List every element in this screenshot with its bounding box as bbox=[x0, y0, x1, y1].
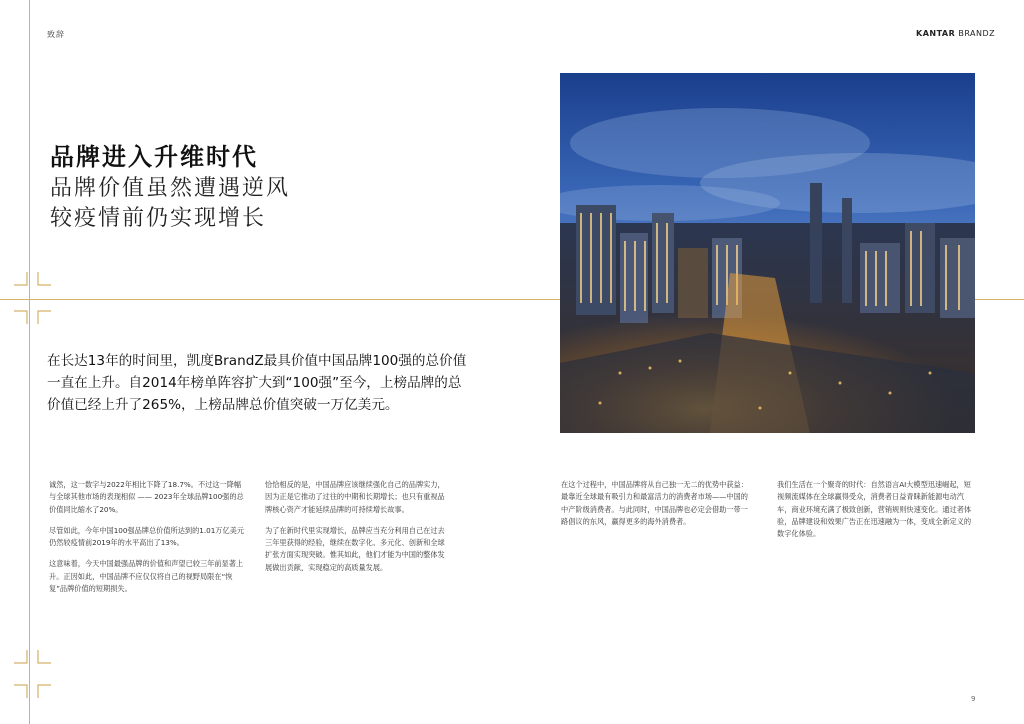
page-title: 品牌进入升维时代 bbox=[50, 143, 258, 171]
brand-logo-bold: KANTAR bbox=[916, 29, 956, 38]
body-paragraph: 尽管如此，今年中国100强品牌总价值所达到的1.01万亿美元仍然较疫情前2019年的水平高出了13%。 bbox=[49, 525, 245, 548]
gold-vertical-line-left bbox=[29, 0, 30, 724]
corner-bracket-icon bbox=[14, 272, 28, 286]
brand-logo bbox=[916, 29, 995, 38]
body-paragraph: 在这个过程中，中国品牌将从自己独一无二的优势中获益：最靠近全球最有吸引力和最富活力的消费者市场——中国的中产阶级消费者。与此同时，中国品牌也必定会借助一带一路倡议的东风，赢得更多的海外消费者。 bbox=[561, 480, 748, 526]
body-paragraph: 这意味着，今天中国最强品牌的价值和声望已较三年前显著上升。正因如此，中国品牌不应仅仅将自己的视野局限在“恢复”品牌价值的短期损失。 bbox=[49, 559, 244, 594]
corner-bracket-icon bbox=[14, 684, 28, 698]
city-night-photo bbox=[560, 73, 975, 433]
page-subtitle-line1: 品牌价值虽然遭遇逆风 bbox=[50, 176, 291, 201]
body-paragraph: 为了在新时代里实现增长，品牌应当充分利用自己在过去三年里获得的经验，继续在数字化、多元化、创新和全球扩张方面实现突破。惟其如此，他们才能为中国的整体发展做出贡献，实现稳定的高质量发展。 bbox=[265, 525, 445, 572]
body-column-3 bbox=[561, 479, 751, 537]
corner-bracket-icon bbox=[14, 650, 28, 664]
section-label: 致辞 bbox=[47, 30, 65, 39]
corner-bracket-icon bbox=[37, 684, 51, 698]
body-paragraph: 我们生活在一个聚奇的时代：自然语言AI大模型迅速崛起，短视频流媒体在全球赢得受众，消费者日益青睐新能源电动汽车，商业环境充满了极致创新，营销规则快速变化。通过者体验，品牌建设和效果广告正在迅速融为一体，变成全新定义的数字化体验。 bbox=[777, 480, 972, 539]
body-column-4 bbox=[777, 479, 975, 549]
brand-logo-light: BRANDZ bbox=[955, 29, 996, 38]
body-paragraph: 诚然，这一数字与2022年相比下降了18.7%。不过这一降幅与全球其他市场的表现相似 —— 2023年全球品牌100强的总价值同比缩水了20%。 bbox=[49, 480, 244, 514]
corner-bracket-icon bbox=[37, 650, 51, 664]
lead-paragraph: 在长达13年的时间里，凯度BrandZ最具价值中国品牌100强的总价值一直在上升。自2014年榜单阵容扩大到“100强”至今，上榜品牌的总价值已经上升了265%，上榜品牌总价值突破一万亿美元。 bbox=[47, 353, 467, 413]
corner-bracket-icon bbox=[37, 272, 51, 286]
body-column-1 bbox=[49, 479, 247, 604]
page-number: 9 bbox=[971, 695, 976, 703]
body-paragraph: 恰恰相反的是，中国品牌应该继续强化自己的品牌实力，因为正是它推动了过往的中期和长期增长；也只有重视品牌核心资产才能延续品牌的可持续增长故事。 bbox=[265, 480, 445, 514]
corner-bracket-icon bbox=[14, 310, 28, 324]
corner-bracket-icon bbox=[37, 310, 51, 324]
body-column-2 bbox=[265, 479, 447, 583]
page-subtitle-line2: 较疫情前仍实现增长 bbox=[50, 206, 267, 231]
